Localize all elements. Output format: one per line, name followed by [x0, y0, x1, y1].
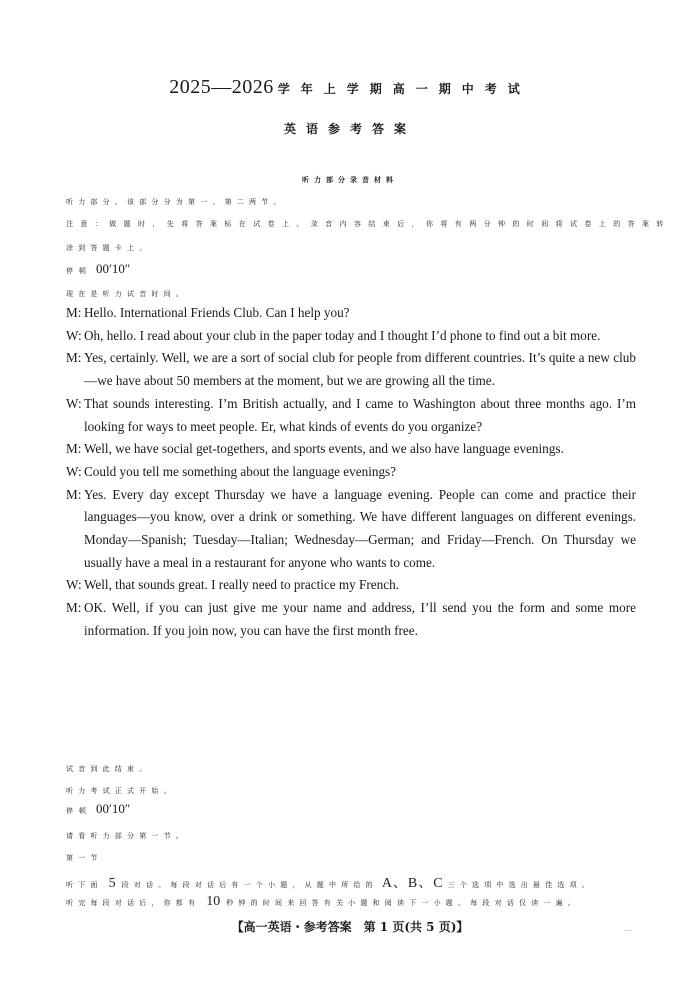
instruction-line-2: 听完每段对话后，你都有 10 秒钟的时间来回答有关小题和阅读下一小题。每段对话仅读一遍。 — [66, 894, 581, 909]
dialogue-text: Hello. International Friends Club. Can I help you? — [84, 305, 350, 320]
intro-line: 听力部分。该部分分为第一、第二两节。 — [66, 198, 286, 206]
pause-time: 00′10″ — [96, 801, 131, 816]
trial-end-notice: 试音到此结束。 — [66, 765, 152, 773]
dialogue-text: Well, we have social get-togethers, and sports events, and we also have language evenings. — [84, 441, 564, 457]
dialogue-text: Oh, hello. I read about your club in the paper today and I thought I’d phone to find out a bit more. — [84, 327, 601, 343]
corner-mark: — — [624, 926, 631, 934]
speaker-label: M: — [66, 486, 82, 502]
title-year: 2025—2026 — [169, 76, 274, 98]
pause-marker — [66, 800, 130, 818]
dialogue-text: Yes, certainly. Well, we are a sort of social club for people from different countries. It’s quite a new club—we have about 50 members at the moment, but we are growing all the time. — [84, 350, 636, 389]
pause-marker — [66, 260, 130, 278]
section1-prompt: 请看听力部分第一节。 — [66, 832, 188, 840]
dialogue-turn — [66, 393, 636, 438]
section1-label: 第一节 — [66, 854, 103, 862]
dialogue-text: That sounds interesting. I’m British actually, and I came to Washington about three months ago. I’m looking for ways to meet people. Er, what kinds of events do you organize? — [84, 395, 636, 434]
page-title — [0, 76, 700, 99]
speaker-label: W: — [66, 577, 82, 593]
pause-label: 停顿 — [66, 807, 92, 815]
trial-notice: 现在是听力试音时间。 — [66, 290, 188, 298]
dialogue-turn — [66, 597, 636, 642]
speaker-label: M: — [66, 350, 82, 366]
dialogue-text: Yes. Every day except Thursday we have a language evening. People can come and practice their languages—you know, over a drink or something. We have different languages on different evenings. Monday—Spanish; Tuesday—Italian; Wednesday—German; and Friday—French. On Thursday we usually have a meal in a restaurant for anyone who wants to come. — [84, 486, 636, 570]
note-line-1: 注意：做题时，先将答案标在试卷上。录音内容结束后，你将有两分钟的时间将试卷上的答案转 — [66, 220, 671, 228]
dialogue-text: OK. Well, if you can just give me your name and address, I’ll send you the form and some more information. If you join now, you can have the first month free. — [84, 600, 636, 638]
speaker-label: W: — [66, 327, 82, 343]
dialogue-transcript — [66, 302, 636, 643]
dialogue-turn — [66, 461, 636, 484]
dialogue-turn — [66, 574, 636, 597]
page-subtitle: 英语参考答案 — [283, 122, 416, 136]
title-exam-name: 学年上学期高一期中考试 — [277, 82, 531, 96]
page-footer: 【高一英语・参考答案 第 1 页(共 5 页)】 — [231, 920, 469, 934]
note-line-2: 涂到答题卡上。 — [66, 244, 152, 252]
speaker-label: M: — [66, 441, 82, 457]
dialogue-text: Well, that sounds great. I really need to practice my French. — [84, 577, 399, 593]
instruction-line-1: 听下面 5 段对话。每段对话后有一个小题，从题中所给的 A、B、C 三个选项中选出最佳选项。 — [66, 876, 595, 891]
dialogue-turn — [66, 325, 636, 348]
pause-label: 停顿 — [66, 267, 92, 275]
dialogue-turn — [66, 302, 636, 325]
speaker-label: M: — [66, 305, 82, 320]
dialogue-turn — [66, 438, 636, 461]
speaker-label: W: — [66, 395, 82, 411]
speaker-label: W: — [66, 463, 82, 479]
section-heading: 听力部分录音材料 — [302, 176, 398, 184]
dialogue-turn — [66, 347, 636, 392]
speaker-label: M: — [66, 600, 82, 616]
dialogue-turn — [66, 484, 636, 575]
dialogue-text: Could you tell me something about the language evenings? — [84, 463, 397, 479]
exam-start-notice: 听力考试正式开始。 — [66, 787, 176, 795]
pause-time: 00′10″ — [96, 261, 131, 276]
